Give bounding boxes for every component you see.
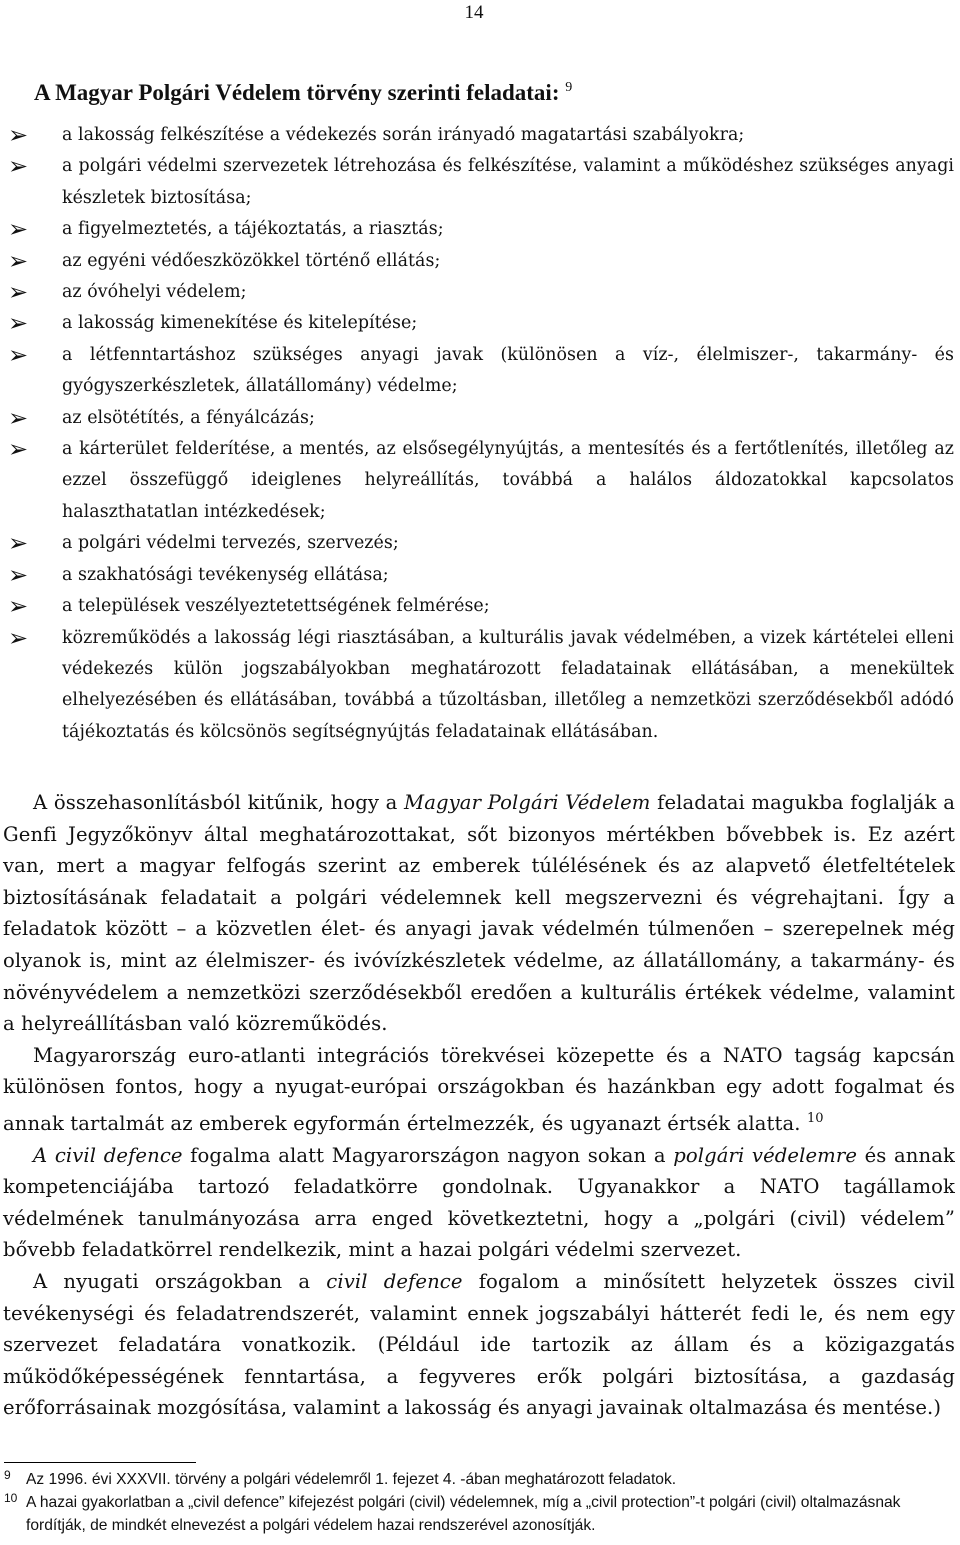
paragraph-comparison: A összehasonlításból kitűnik, hogy a Magyar Polgári Védelem feladatai magukba foglalják a Genfi Jegyzőkönyv által meghatározottakat, sőt bizonyos mértékben bővebbek is. Ez azért van, mert a magyar felfogás szerint az emberek túlélésének és az alapvető életfeltételek biztosításának feladatait a polgári védelemnek kell megszervezni és végrehajtani. Így a feladatok között – a közvetlen élet- és anyagi javak védelmén túlmenően – szerepelnek még olyanok is, mint az élelmiszer- és ivóvízkészletek védelme, az állatállomány, a takarmány- és növényvédelem a nemzetközi szerződésekből eredően a kulturális értékek védelme, valamint a helyreállításban való közreműködés. xyxy=(3,791,955,1036)
arrow-bullet-icon: ➢ xyxy=(8,246,29,275)
arrow-bullet-icon: ➢ xyxy=(8,403,29,432)
arrow-bullet-icon: ➢ xyxy=(8,215,29,244)
list-item: ➢ az óvóhelyi védelem; xyxy=(8,278,247,307)
arrow-bullet-icon: ➢ xyxy=(8,560,29,589)
list-item: ➢ a figyelmeztetés, a tájékoztatás, a riasztás; xyxy=(8,215,444,244)
arrow-bullet-icon: ➢ xyxy=(8,152,29,181)
list-item: ➢ a szakhatósági tevékenység ellátása; xyxy=(8,560,389,589)
list-item: ➢ a polgári védelmi tervezés, szervezés; xyxy=(8,529,399,558)
arrow-bullet-icon: ➢ xyxy=(8,529,29,558)
paragraph-civil-defence: A civil defence fogalma alatt Magyarországon nagyon sokan a polgári védelemre és annak kompetenciájába tartozó feladatkörre gondolnak. Ugyanakkor a NATO tagállamok védelmének tanulmányozása arra enged következtetni, hogy a „polgári (civil) védelem” bővebb feladatkörrel rendelkezik, mint a hazai polgári védelmi szervezet. xyxy=(3,1143,955,1262)
footnote-9 xyxy=(4,1468,954,1491)
footnote-text: Az 1996. évi XXXVII. törvény a polgári védelemről 1. fejezet 4. -ában meghatározott feladatok. xyxy=(26,1471,677,1488)
paragraph-nato: Magyarország euro-atlanti integrációs törekvései közepette és a NATO tagság kapcsán különösen fontos, hogy a nyugat-európai országokban és hazánkban egy adott fogalmat és annak tartalmát az emberek egyformán értelmezzék, és ugyanazt értsék alatta. $^{10}$ xyxy=(3,1043,955,1135)
arrow-bullet-icon: ➢ xyxy=(8,278,29,307)
paragraph-western: A nyugati országokban a civil defence fogalom a minősített helyzetek összes civil tevékenységi és feladatrendszerét, valamint ennek jogszabályi hátterét fedi le, és nem egy szervezet feladatára vonatkozik. (Például ide tartozik az állam és a közigazgatás működőképességének fenntartása, a fegyveres erők polgári biztosítása, a gazdaság erőforrásainak mozgósítása, valamint a lakosság és anyagi javainak oltalmazása és mentése.) xyxy=(3,1269,956,1420)
list-item: ➢ az egyéni védőeszközökkel történő ellátás; xyxy=(8,246,441,275)
arrow-bullet-icon: ➢ xyxy=(8,121,29,149)
list-item: ➢ a polgári védelmi szervezetek létrehozása és felkészítése, valamint a működéshez szükséges anyagi készletek biztosítása; xyxy=(8,152,954,208)
footnote-text: A hazai gyakorlatban a „civil defence” kifejezést polgári (civil) védelemnek, míg a „civil protection”-t polgári (civil) oltalmazásnak fordítják, de mindkét elnevezést a polgári védelem hazai rendszerével azonosítják. xyxy=(26,1494,901,1534)
task-list xyxy=(0,120,960,748)
list-item: ➢ közreműködés a lakosság légi riasztásában, a kulturális javak védelmében, a vizek kártételei elleni védekezés külön jogszabályokban meghatározott feladatainak ellátásában, a menekültek elhelyezésében és ellátásában, továbbá a tűzoltásban, illetőleg a nemzetközi szerződésekből adódó tájékoztatás és kölcsönös segítségnyújtás feladatainak ellátásában. xyxy=(8,623,954,742)
footnote-ref-9[interactable]: 9 xyxy=(565,80,573,95)
footnote-10 xyxy=(4,1491,954,1537)
list-item: ➢ a kárterület felderítése, a mentés, az elsősegélynyújtás, a mentesítés és a fertőtlenítés, illetőleg az ezzel összefüggő ideiglenes helyreállítás, továbbá a halálos áldozatokkal kapcsolatos halaszthatatlan intézkedések; xyxy=(8,435,954,522)
footnote-number: 10 xyxy=(4,1491,18,1505)
heading-text: A Magyar Polgári Védelem törvény szerinti feladatai: xyxy=(34,80,560,105)
footnote-number: 9 xyxy=(4,1468,11,1482)
page-heading xyxy=(34,74,940,107)
list-item: ➢ a lakosság kimenekítése és kitelepítése; xyxy=(8,309,418,338)
list-item: ➢ az elsötétítés, a fényálcázás; xyxy=(8,403,315,432)
arrow-bullet-icon: ➢ xyxy=(8,309,29,338)
arrow-bullet-icon: ➢ xyxy=(8,592,29,621)
arrow-bullet-icon: ➢ xyxy=(8,340,29,369)
page-number: 14 xyxy=(464,2,484,23)
footnote-divider xyxy=(4,1462,196,1463)
footnote-ref-10[interactable]: 10 xyxy=(806,1110,824,1126)
list-item: ➢ a települések veszélyeztetettségének felmérése; xyxy=(8,592,490,621)
body-text xyxy=(3,787,955,1424)
arrow-bullet-icon: ➢ xyxy=(8,435,29,464)
arrow-bullet-icon: ➢ xyxy=(8,623,29,652)
list-item: ➢ a lakosság felkészítése a védekezés során irányadó magatartási szabályokra; xyxy=(8,121,745,149)
list-item: ➢ a létfenntartáshoz szükséges anyagi javak (különösen a víz-, élelmiszer-, takarmány- és gyógyszerkészletek, állatállomány) védelme; xyxy=(8,340,954,397)
footnotes xyxy=(4,1468,954,1537)
